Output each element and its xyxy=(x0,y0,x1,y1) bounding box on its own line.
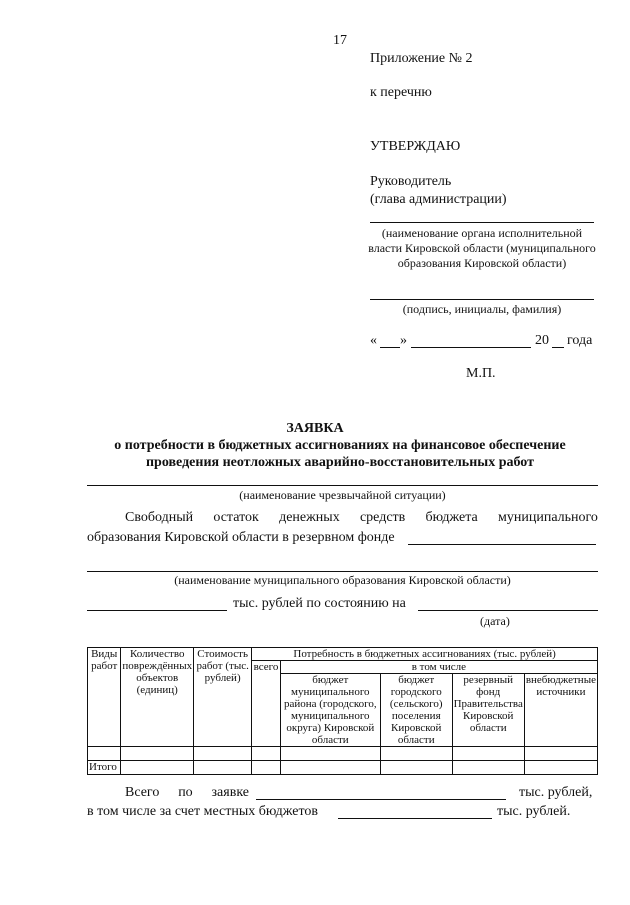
paragraph-line-1 xyxy=(125,510,598,526)
header-work-cost: Стоимость работ (тыс. рублей) xyxy=(194,648,252,747)
document-subtitle-2: проведения неотложных аварийно-восстановительных работ xyxy=(145,455,534,470)
date-caption: (дата) xyxy=(480,614,510,628)
header-object-count: Количество повреждённых объектов (единиц) xyxy=(121,648,194,747)
total-row xyxy=(88,761,598,775)
emergency-line xyxy=(87,485,598,486)
total-label xyxy=(125,785,249,801)
budget-table xyxy=(87,647,598,775)
municipality-caption: (наименование муниципального образования Кировской области) xyxy=(174,573,511,587)
word: остаток xyxy=(213,510,259,525)
as-of-date-line xyxy=(418,610,598,611)
word: Свободный xyxy=(125,510,194,525)
municipality-line xyxy=(87,571,598,572)
header-total: всего xyxy=(252,661,281,747)
word: бюджета xyxy=(425,510,478,525)
amount-line xyxy=(87,610,227,611)
amount-label: тыс. рублей по состоянию на xyxy=(233,596,406,611)
date-year-prefix: 20 xyxy=(535,333,549,348)
header-district-budget: бюджет муниципального района (городского, муниципального округа) Кировской области xyxy=(280,674,380,747)
org-signature-line xyxy=(370,222,594,223)
page-number: 17 xyxy=(333,33,347,48)
word: средств xyxy=(359,510,406,525)
total-row-label: Итого xyxy=(88,761,121,775)
local-budgets-label: в том числе за счет местных бюджетов xyxy=(87,804,319,819)
date-year-suffix: года xyxy=(567,333,593,348)
appendix-subtitle: к перечню xyxy=(370,85,432,100)
total-amount-line xyxy=(256,799,506,800)
date-year-line xyxy=(552,347,564,348)
head-subtitle: (глава администрации) xyxy=(370,192,507,207)
paragraph-line-2: образования Кировской области в резервном фонде xyxy=(87,530,395,545)
word: муниципального xyxy=(498,510,598,525)
signature-line xyxy=(370,299,594,300)
head-title: Руководитель xyxy=(370,174,452,189)
table-row xyxy=(88,747,598,761)
date-open-quote: « xyxy=(370,333,377,348)
header-settlement-budget: бюджет городского (сельского) поселения Кировской области xyxy=(380,674,452,747)
date-month-line xyxy=(411,347,531,348)
header-reserve-fund: резервный фонд Правительства Кировской области xyxy=(452,674,524,747)
header-need: Потребность в бюджетных ассигнованиях (тыс. рублей) xyxy=(252,648,598,661)
header-including: в том числе xyxy=(280,661,597,674)
date-close-quote: » xyxy=(400,333,407,348)
signature-caption: (подпись, инициалы, фамилия) xyxy=(402,302,562,316)
local-amount-line xyxy=(338,818,492,819)
header-work-types: Виды работ xyxy=(88,648,121,747)
header-external-sources: внебюджетные источники xyxy=(524,674,597,747)
word: Всего xyxy=(125,785,160,800)
date-day-line xyxy=(380,347,400,348)
approve-label: УТВЕРЖДАЮ xyxy=(370,139,461,154)
word: денежных xyxy=(279,510,340,525)
org-caption: (наименование органа исполнительной власти Кировской области (муниципального образования Кировской области) xyxy=(368,226,596,270)
word: по xyxy=(178,785,193,800)
word: заявке xyxy=(211,785,249,800)
document-subtitle-1: о потребности в бюджетных ассигнованиях на финансовое обеспечение xyxy=(114,438,566,453)
emergency-caption: (наименование чрезвычайной ситуации) xyxy=(239,488,446,502)
appendix-title: Приложение № 2 xyxy=(370,51,473,66)
reserve-fund-line xyxy=(408,544,596,545)
total-unit: тыс. рублей, xyxy=(519,785,593,800)
document-title: ЗАЯВКА xyxy=(286,421,344,436)
local-unit: тыс. рублей. xyxy=(497,804,571,819)
stamp-label: М.П. xyxy=(466,366,496,381)
